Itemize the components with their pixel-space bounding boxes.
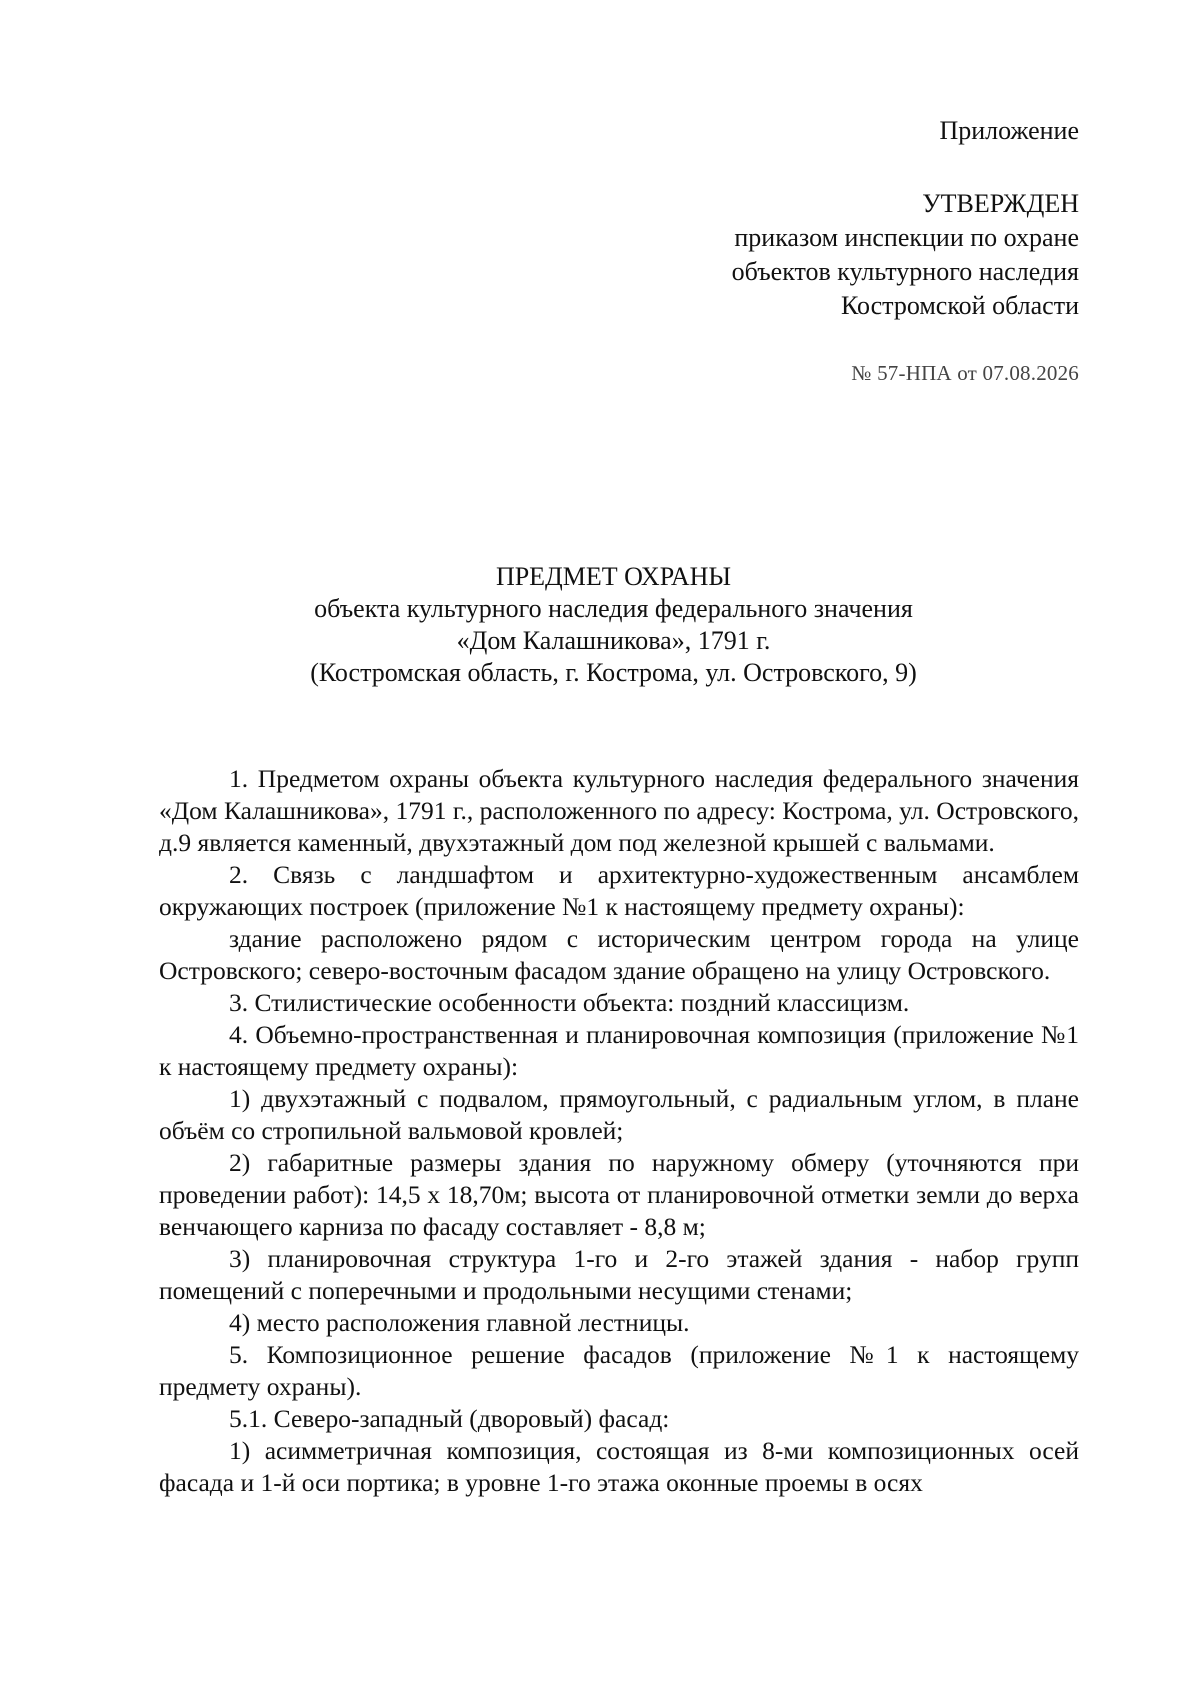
paragraph: 2. Связь с ландшафтом и архитектурно-художественным ансамблем окружающих построек (приложение №1 к настоящему предмету охраны): [159, 860, 1079, 921]
paragraph: 4. Объемно-пространственная и планировочная композиция (приложение №1 к настоящему предмету охраны): [159, 1020, 1079, 1081]
document-title: ПРЕДМЕТ ОХРАНЫ [495, 562, 732, 591]
order-number: № 57-НПА от 07.08.2026 [851, 361, 1079, 385]
paragraph: 1) двухэтажный с подвалом, прямоугольный, с радиальным углом, в плане объём со стропильной вальмовой кровлей; [159, 1084, 1079, 1145]
approved-line: приказом инспекции по охране [734, 223, 1079, 252]
title-subline: (Костромская область, г. Кострома, ул. Островского, 9) [310, 658, 917, 687]
paragraph: 3. Стилистические особенности объекта: поздний классицизм. [229, 988, 910, 1017]
title-subline: объекта культурного наследия федерального значения [314, 594, 913, 623]
appendix-label: Приложение [939, 116, 1079, 145]
document-title-block [150, 561, 1077, 689]
approval-block [732, 187, 1079, 323]
paragraph: 3) планировочная структура 1-го и 2-го этажей здания - набор групп помещений с поперечными и продольными несущими стенами; [159, 1244, 1079, 1305]
approved-line: объектов культурного наследия [731, 257, 1079, 286]
paragraph: 5.1. Северо-западный (дворовый) фасад: [229, 1404, 670, 1433]
paragraph: 2) габаритные размеры здания по наружному обмеру (уточняются при проведении работ): 14,5 х 18,70м; высота от планировочной отметки земли до верха венчающего карниза по фасаду составляет - 8,8 м; [159, 1148, 1079, 1241]
paragraph: 5. Композиционное решение фасадов (приложение №1 к настоящему предмету охраны). [159, 1340, 1079, 1401]
paragraph: здание расположено рядом с историческим центром города на улице Островского; северо-восточным фасадом здание обращено на улицу Островского. [159, 924, 1079, 985]
approved-line: Костромской области [840, 291, 1079, 320]
paragraph: 4) место расположения главной лестницы. [229, 1308, 690, 1337]
title-subline: «Дом Калашникова», 1791 г. [456, 626, 771, 655]
approved-heading: УТВЕРЖДЕН [922, 189, 1079, 218]
document-body [159, 763, 1079, 1499]
paragraph: 1. Предметом охраны объекта культурного наследия федерального значения «Дом Калашникова», 1791 г., расположенного по адресу: Кострома, ул. Островского, д.9 является каменный, двухэтажный дом под железной крышей с вальмами. [159, 764, 1079, 857]
paragraph: 1) асимметричная композиция, состоящая из 8-ми композиционных осей фасада и 1-й оси портика; в уровне 1-го этажа оконные проемы в осях [159, 1436, 1079, 1497]
